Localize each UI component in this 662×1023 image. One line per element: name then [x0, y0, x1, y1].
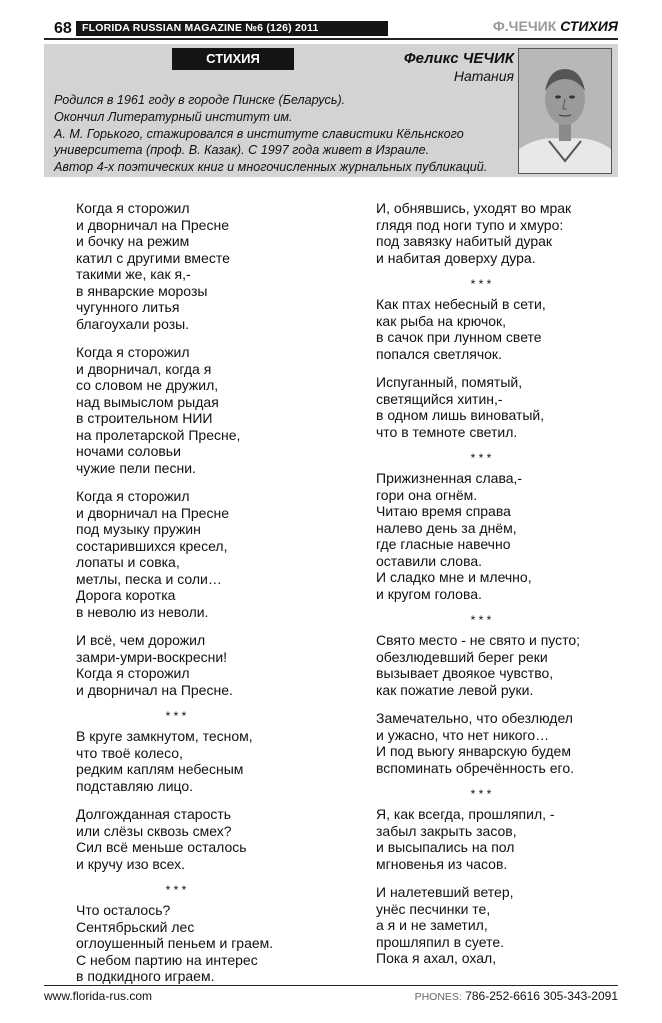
poem-line: в неволю из неволи.	[76, 603, 209, 620]
poem-line: и набитая доверху дура.	[376, 249, 536, 266]
poem-line: Я, как всегда, прошляпил, -	[376, 806, 555, 822]
poem-stanza	[76, 902, 336, 985]
footer-phones	[415, 989, 618, 1003]
poem-line: что твоё колесо,	[76, 744, 183, 761]
poem-line: в подкидного играем.	[76, 968, 215, 984]
poem-line: где гласные навечно	[376, 536, 511, 552]
poem-stanza	[76, 728, 336, 794]
phones-label: PHONES:	[414, 991, 462, 1003]
poem-line: И сладко мне и млечно,	[376, 569, 532, 585]
poem-stanza	[376, 632, 616, 698]
portrait-image	[519, 49, 611, 173]
poem-stanza	[376, 806, 616, 872]
poem-line: Сил всё меньше осталось	[76, 839, 247, 855]
poem-stanza	[376, 296, 616, 362]
poem-line: Прижизненная слава,-	[376, 470, 523, 486]
poem-stanza	[76, 806, 336, 872]
stanza-separator: * * *	[165, 709, 187, 723]
bio-line: Автор 4-х поэтических книг и многочисленных журнальных публикаций.	[54, 160, 488, 175]
poem-line: и ужасно, что нет никого…	[376, 726, 550, 743]
poem-line: налево день за днём,	[376, 519, 517, 536]
page-number: 68	[54, 20, 72, 37]
poem-line: гори она огнём.	[376, 486, 478, 503]
stanza-separator: * * *	[470, 277, 492, 291]
poem-line: Замечательно, что обезлюдел	[376, 710, 573, 726]
stanza-separator: * * *	[470, 451, 492, 465]
poem-line: Как птах небесный в сети,	[376, 296, 546, 312]
footer-rule	[44, 985, 618, 986]
poem-stanza	[376, 710, 616, 776]
poem-line: Сентябрьский лес	[76, 918, 195, 935]
poem-line: благоухали розы.	[76, 315, 190, 332]
poem-line: и дворничал на Пресне	[76, 504, 229, 521]
page-header	[44, 18, 618, 38]
poem-line: подставляю лицо.	[76, 777, 194, 794]
running-head	[493, 18, 618, 34]
poem-line: такими же, как я,-	[76, 266, 191, 282]
poem-line: мгновенья из часов.	[376, 855, 508, 872]
poem-line: глядя под ноги тупо и хмуро:	[376, 216, 564, 233]
poem-line: или слёзы сквозь смех?	[76, 822, 232, 839]
poem-line: и бочку на режим	[76, 233, 190, 249]
poem-line: прошляпил в суете.	[376, 933, 505, 950]
bio-line: Родился в 1961 году в городе Пинске (Беларусь).	[54, 93, 346, 107]
poem-line: вспоминать обречённость его.	[376, 759, 574, 776]
poem-line: чужие пели песни.	[76, 459, 196, 476]
poem-line: состарившихся кресел,	[76, 537, 228, 554]
poem-line: И под вьюгу январскую будем	[376, 743, 571, 759]
poem-line: Испуганный, помятый,	[376, 374, 523, 390]
poem-line: Когда я сторожил	[76, 200, 190, 216]
poem-line: на пролетарской Пресне,	[76, 426, 241, 443]
running-head-author: Ф.ЧЕЧИК	[492, 18, 557, 34]
poem-line: в одном лишь виноватый,	[376, 407, 545, 423]
poem-line: Свято место - не свято и пусто;	[376, 632, 581, 648]
poem-line: и кручу изо всех.	[76, 855, 186, 872]
poem-line: оглоушенный пеньем и граем.	[76, 935, 274, 951]
poem-line: как рыба на крючок,	[376, 312, 507, 329]
poem-line: И налетевший ветер,	[376, 884, 514, 900]
bio-line: университета (проф. В. Казак). С 1997 года живет в Израиле.	[54, 143, 430, 158]
stanza-separator: * * *	[470, 787, 492, 801]
author-bio-box	[44, 44, 618, 177]
poem-line: Когда я сторожил	[76, 488, 190, 504]
poem-line: и дворничал, когда я	[76, 360, 212, 377]
poem-line: Пока я ахал, охал,	[376, 950, 497, 966]
poem-line: под завязку набитый дурак	[376, 233, 553, 249]
author-name: Феликс ЧЕЧИК	[403, 50, 514, 67]
header-rule	[44, 38, 618, 40]
poem-stanza	[76, 344, 336, 476]
bio-line: Окончил Литературный институт им.	[54, 109, 293, 124]
bio-line: А. М. Горького, стажировался в институте славистики Кёльнского	[54, 126, 464, 141]
running-head-section: СТИХИЯ	[560, 18, 618, 34]
poem-line: как пожатие левой руки.	[376, 681, 534, 698]
stanza-separator: * * *	[165, 883, 187, 897]
poem-line: Когда я сторожил	[76, 665, 190, 681]
poem-stanza	[76, 632, 336, 698]
poem-line: оставили слова.	[376, 552, 483, 569]
poem-line: В круге замкнутом, тесном,	[76, 728, 253, 744]
poem-stanza	[376, 884, 616, 967]
poem-line: и высыпались на пол	[376, 839, 515, 855]
poem-line: Читаю время справа	[376, 503, 511, 519]
poem-line: а я и не заметил,	[376, 917, 488, 933]
poem-line: в строительном НИИ	[76, 410, 213, 426]
poem-stanza	[76, 488, 336, 620]
poem-line: что в темноте светил.	[376, 423, 518, 440]
poem-line: редким каплям небесным	[76, 761, 244, 777]
poem-line: метлы, песка и соли…	[76, 570, 222, 587]
poem-line: в январские морозы	[76, 282, 208, 299]
poem-stanza	[376, 200, 616, 266]
poem-line: над вымыслом рыдая	[76, 393, 219, 410]
footer-website: www.florida-rus.com	[44, 989, 153, 1003]
poem-line: лопаты и совка,	[76, 554, 180, 570]
poem-line: ночами соловьи	[76, 443, 181, 459]
poem-line: вызывает двоякое чувство,	[376, 665, 554, 681]
poem-line: под музыку пружин	[76, 521, 201, 537]
poem-line: Что осталось?	[76, 902, 171, 918]
poem-line: и кругом голова.	[376, 585, 482, 602]
poem-line: С небом партию на интерес	[76, 951, 258, 968]
poem-line: и дворничал на Пресне	[76, 216, 229, 233]
section-tag: СТИХИЯ	[172, 48, 294, 70]
poem-line: унёс песчинки те,	[376, 900, 491, 917]
author-bio-text	[54, 92, 514, 176]
poem-line: замри-умри-воскресни!	[76, 648, 228, 665]
phone-numbers: 786-252-6616 305-343-2091	[465, 989, 618, 1003]
poem-line: Когда я сторожил	[76, 344, 190, 360]
poem-column-right	[376, 200, 616, 979]
poem-line: Долгожданная старость	[76, 806, 232, 822]
poem-line: И всё, чем дорожил	[76, 632, 206, 648]
poem-line: обезлюдевший берег реки	[376, 648, 548, 665]
poem-line: попался светлячок.	[376, 345, 502, 362]
poem-line: Дорога коротка	[76, 587, 176, 603]
poem-column-left	[76, 200, 336, 997]
author-city: Натания	[453, 68, 514, 84]
poem-stanza	[376, 374, 616, 440]
author-photo	[518, 48, 612, 174]
poem-line: забыл закрыть засов,	[376, 822, 517, 839]
poem-line: в сачок при лунном свете	[376, 329, 542, 345]
poem-stanza	[76, 200, 336, 332]
stanza-separator: * * *	[470, 613, 492, 627]
poem-line: катил с другими вместе	[76, 249, 230, 266]
poem-line: И, обнявшись, уходят во мрак	[376, 200, 572, 216]
poem-stanza	[376, 470, 616, 602]
poem-line: светящийся хитин,-	[376, 390, 503, 407]
magazine-title-bar: FLORIDA RUSSIAN MAGAZINE №6 (126) 2011	[76, 21, 388, 36]
poem-line: и дворничал на Пресне.	[76, 681, 233, 698]
poem-line: со словом не дружил,	[76, 377, 219, 393]
poem-line: чугунного литья	[76, 299, 180, 315]
